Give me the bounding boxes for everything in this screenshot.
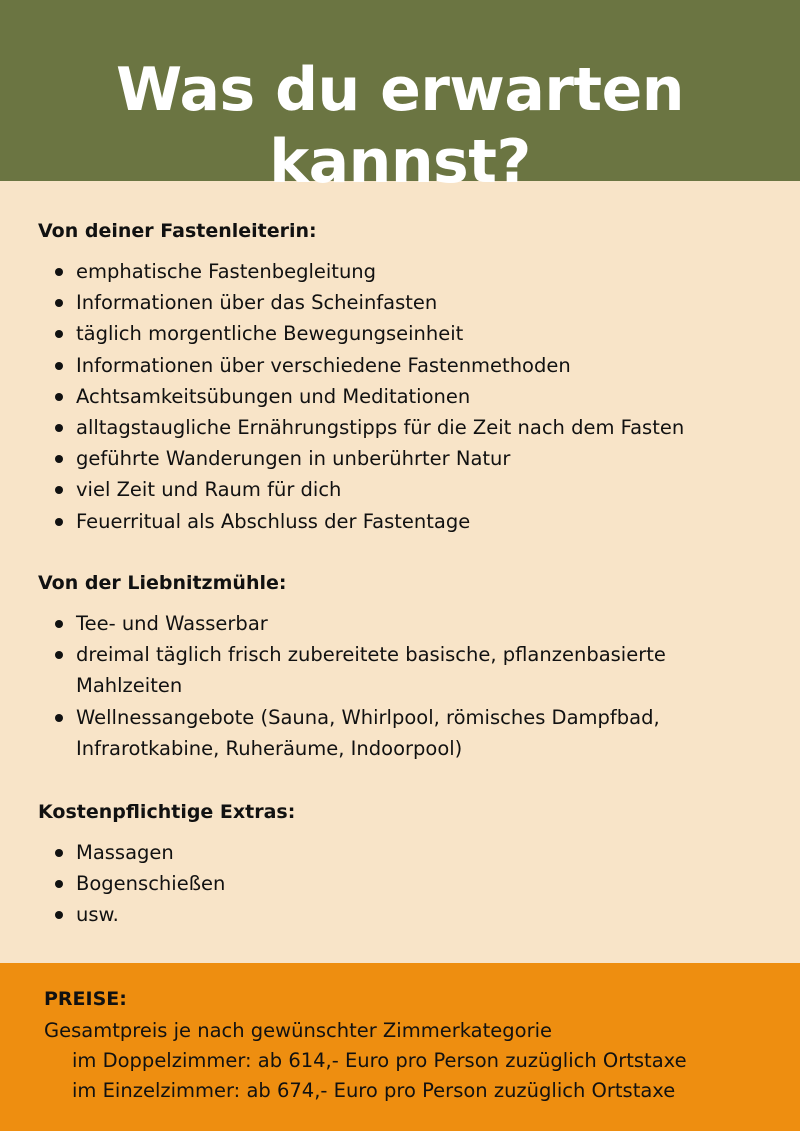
list-extras [52,837,752,931]
list-item: Wellnessangebote (Sauna, Whirlpool, römisches Dampfbad, Infrarotkabine, Ruheräume, Indoorpool) [52,702,712,764]
list-item: alltagstaugliche Ernährungstipps für die Zeit nach dem Fasten [52,412,752,443]
list-item: dreimal täglich frisch zubereitete basische, pflanzenbasierte Mahlzeiten [52,639,712,701]
list-item: geführte Wanderungen in unberührter Natur [52,443,752,474]
price-double-room: im Doppelzimmer: ab 614,- Euro pro Person zuzüglich Ortstaxe [72,1049,687,1072]
list-liebnitzmuehle [52,608,712,764]
prices-panel [0,963,800,1131]
list-item: Informationen über das Scheinfasten [52,287,752,318]
prices-intro: Gesamtpreis je nach gewünschter Zimmerkategorie [44,1019,552,1042]
list-item: Feuerritual als Abschluss der Fastentage [52,506,752,537]
page-title: Was du erwarten kannst? [115,55,685,197]
list-fastenleiterin [52,256,752,537]
header-banner [0,0,800,197]
list-item: Achtsamkeitsübungen und Meditationen [52,381,752,412]
section-heading-extras: Kostenpflichtige Extras: [38,801,296,823]
list-item: Tee- und Wasserbar [52,608,712,639]
section-heading-fastenleiterin: Von deiner Fastenleiterin: [38,220,317,242]
list-item: viel Zeit und Raum für dich [52,474,752,505]
list-item: Informationen über verschiedene Fastenmethoden [52,350,752,381]
prices-heading: PREISE: [44,988,127,1010]
list-item: usw. [52,899,752,930]
price-single-room: im Einzelzimmer: ab 674,- Euro pro Person zuzüglich Ortstaxe [72,1079,676,1102]
list-item: täglich morgentliche Bewegungseinheit [52,318,752,349]
list-item: Massagen [52,837,752,868]
list-item: Bogenschießen [52,868,752,899]
section-heading-liebnitzmuehle: Von der Liebnitzmühle: [38,572,287,594]
list-item: emphatische Fastenbegleitung [52,256,752,287]
